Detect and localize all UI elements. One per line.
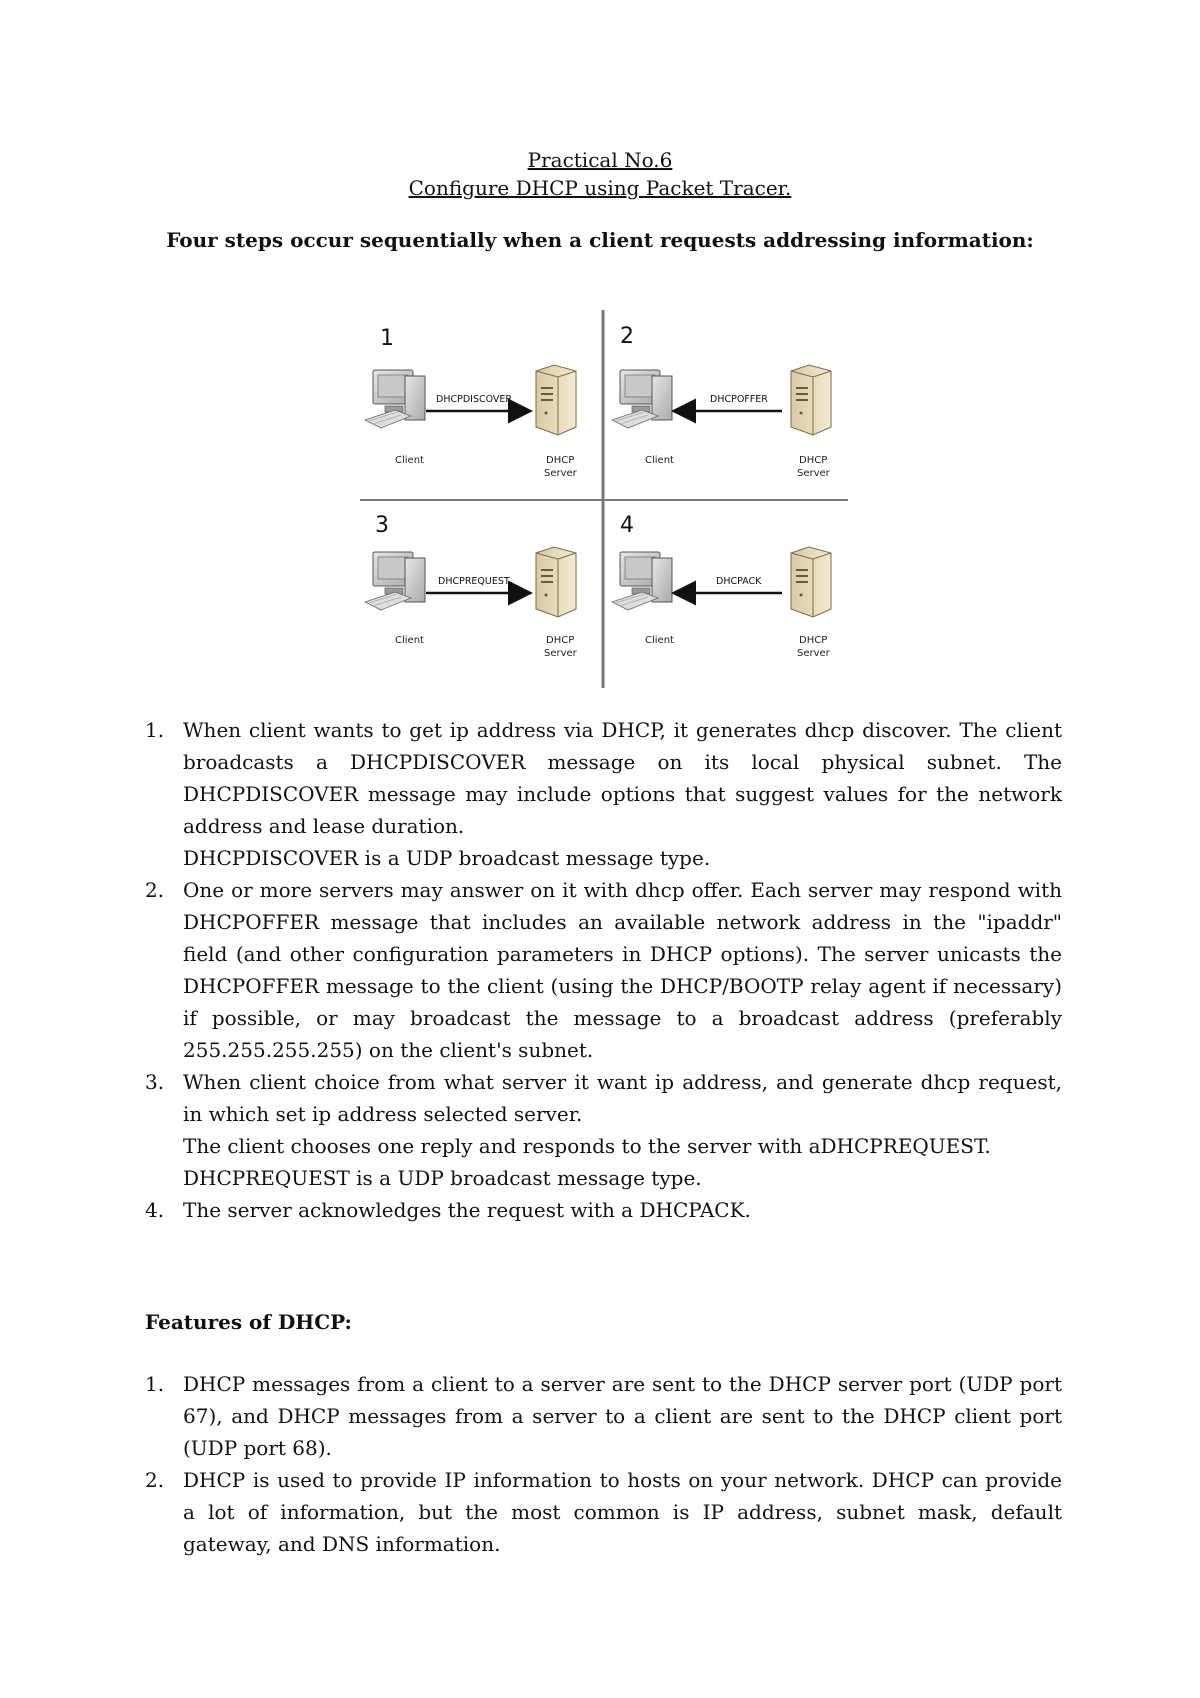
panel-1 [365,326,578,479]
dhcp-diagram-svg [360,310,850,690]
panel-2 [612,324,831,479]
list-number: 3. [145,1070,165,1094]
dhcp-server-icon [791,365,831,435]
paragraph: DHCPDISCOVER is a UDP broadcast message type. [183,846,711,870]
server-label-line2: Server [797,468,830,479]
list-item [145,1066,1062,1194]
list-item [145,1368,1062,1464]
paragraph: When client wants to get ip address via DHCP, it generates dhcp discover. The client broadcasts a DHCPDISCOVER message on its local physical subnet. The DHCPDISCOVER message may include options that suggest values for the network address and lease duration. [183,718,1062,838]
paragraph: DHCPREQUEST is a UDP broadcast message type. [183,1166,702,1190]
dhcp-server-icon [791,547,831,617]
list-item [145,714,1062,874]
list-number: 2. [145,1468,165,1492]
message-label: DHCPACK [716,576,762,587]
client-computer-icon [365,552,425,610]
list-item [145,1194,1062,1226]
client-computer-icon [365,370,425,428]
client-label: Client [645,455,674,466]
server-label-line1: DHCP [799,455,828,466]
list-item [145,1464,1062,1560]
server-label-line2: Server [797,648,830,659]
paragraph: The client chooses one reply and responds to the server with aDHCPREQUEST. [183,1134,991,1158]
list-number: 1. [145,718,165,742]
server-label-line1: DHCP [546,455,575,466]
server-label-line1: DHCP [546,635,575,646]
client-computer-icon [612,552,672,610]
message-label: DHCPOFFER [710,394,768,405]
server-label-line2: Server [544,468,577,479]
message-label: DHCPREQUEST [438,576,510,587]
intro-text: Four steps occur sequentially when a client requests addressing information: [166,228,1034,252]
list-number: 2. [145,878,165,902]
client-label: Client [645,635,674,646]
dhcp-dora-diagram [360,310,850,690]
features-heading: Features of DHCP: [145,1310,352,1334]
list-number: 1. [145,1372,165,1396]
paragraph: DHCP is used to provide IP information to hosts on your network. DHCP can provide a lot of information, but the most common is IP address, subnet mask, default gateway, and DNS information. [183,1468,1062,1556]
panel-number: 3 [375,513,389,538]
dhcp-server-icon [536,547,576,617]
message-label: DHCPDISCOVER [436,394,513,405]
list-item [145,874,1062,1066]
list-number: 4. [145,1198,165,1222]
server-label-line2: Server [544,648,577,659]
client-label: Client [395,455,424,466]
page-title: Practical No.6 [527,148,673,172]
features-list [145,1368,1062,1560]
dhcp-server-icon [536,365,576,435]
paragraph: When client choice from what server it want ip address, and generate dhcp request, in which set ip address selected server. [183,1070,1062,1126]
panel-3 [365,513,578,659]
server-label-line1: DHCP [799,635,828,646]
paragraph: One or more servers may answer on it with dhcp offer. Each server may respond with DHCPOFFER message that includes an available network address in the "ipaddr" field (and other configuration parameters in DHCP options). The server unicasts the DHCPOFFER message to the client (using the DHCP/BOOTP relay agent if necessary) if possible, or may broadcast the message to a broadcast address (preferably 255.255.255.255) on the client's subnet. [183,878,1062,1062]
dhcp-steps-list [145,714,1062,1226]
panel-4 [612,513,831,659]
client-computer-icon [612,370,672,428]
panel-number: 1 [380,326,394,351]
panel-number: 4 [620,513,634,538]
paragraph: The server acknowledges the request with a DHCPACK. [183,1198,751,1222]
client-label: Client [395,635,424,646]
page-subtitle: Configure DHCP using Packet Tracer. [408,176,792,200]
panel-number: 2 [620,324,634,349]
paragraph: DHCP messages from a client to a server are sent to the DHCP server port (UDP port 67), and DHCP messages from a server to a client are sent to the DHCP client port (UDP port 68). [183,1372,1062,1460]
